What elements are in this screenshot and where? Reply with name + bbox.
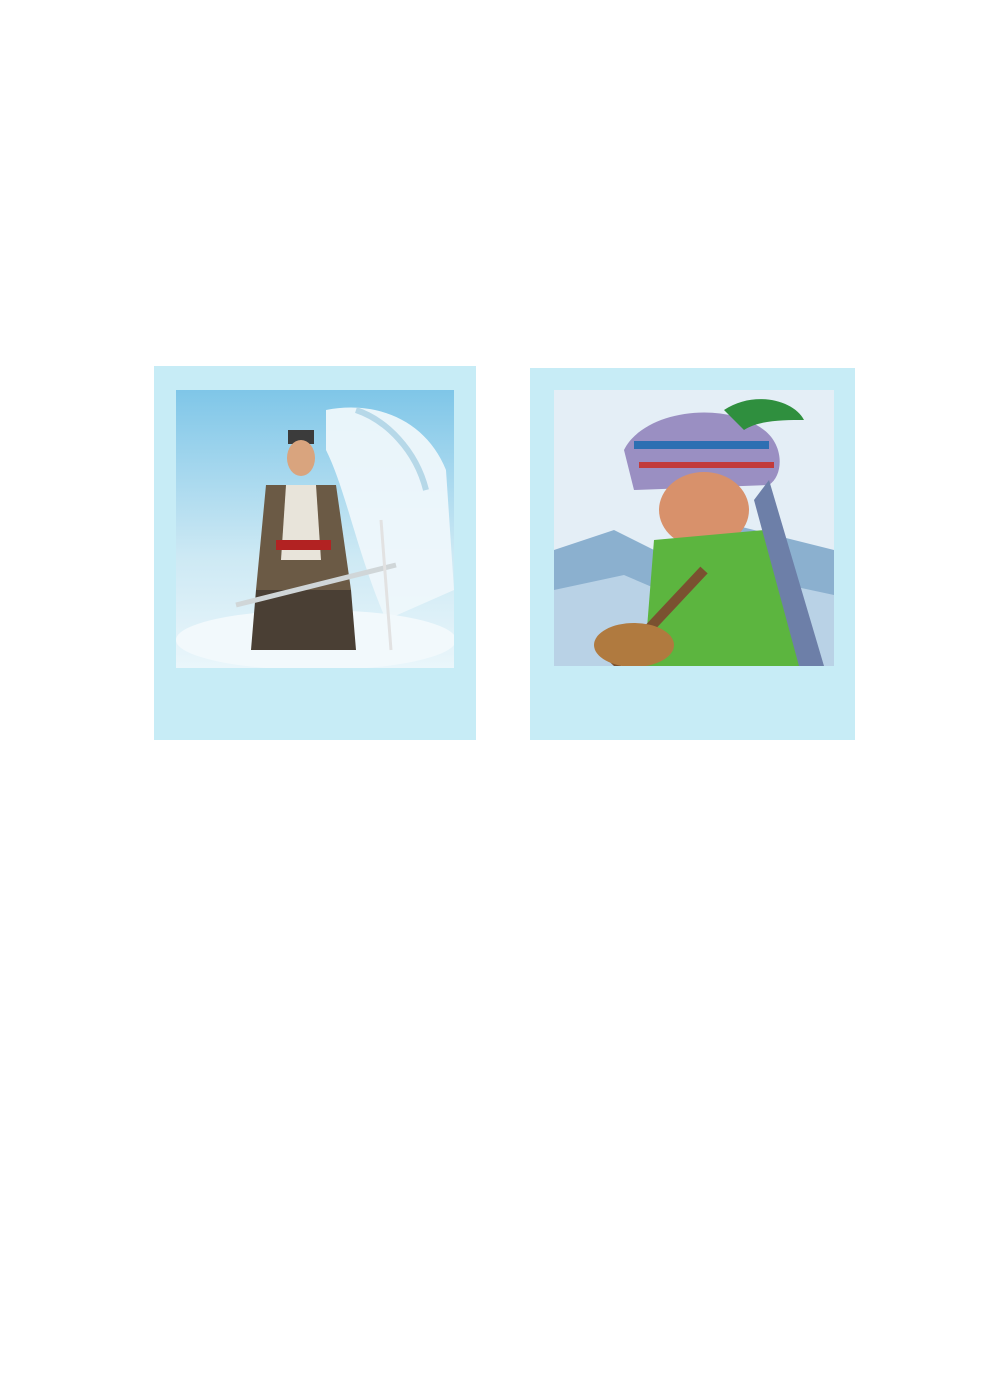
koroglu-warrior-image bbox=[176, 390, 454, 668]
photo-frame-left bbox=[154, 366, 476, 740]
section-f-heading bbox=[122, 94, 892, 118]
koroglu-singer-image bbox=[554, 390, 834, 666]
section-g-heading bbox=[122, 766, 130, 790]
photo-frame-right bbox=[530, 368, 855, 740]
